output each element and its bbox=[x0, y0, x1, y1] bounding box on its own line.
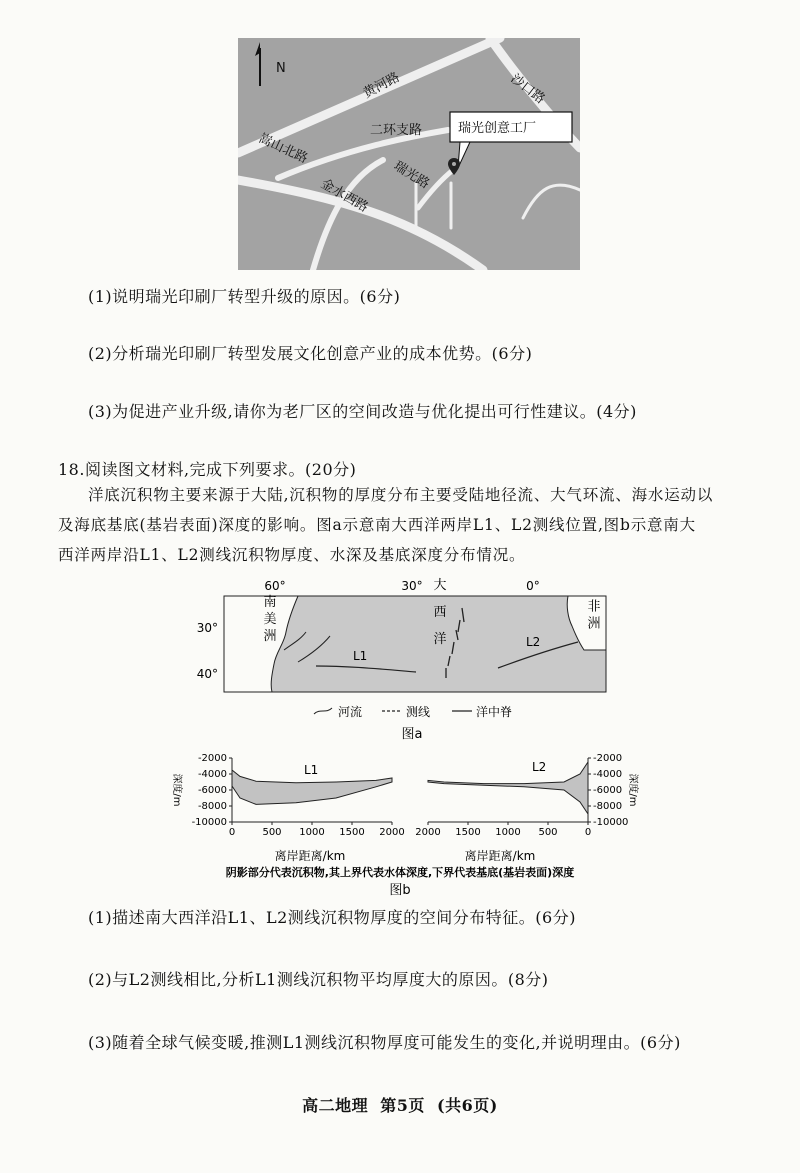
y-tick-label: -6000 bbox=[197, 785, 227, 796]
lat-label: 40° bbox=[196, 667, 218, 681]
l2-sediment-area bbox=[428, 759, 588, 814]
q18-sub1: (1)描述南大西洋沿L1、L2测线沉积物厚度的空间分布特征。(6分) bbox=[88, 908, 576, 927]
x-tick-label: 0 bbox=[584, 827, 592, 838]
y-tick-label: -6000 bbox=[593, 785, 623, 796]
q17-sub1: (1)说明瑞光印刷厂转型升级的原因。(6分) bbox=[88, 287, 401, 306]
legend-river-label: 河流 bbox=[338, 705, 363, 719]
y-tick-label: -10000 bbox=[191, 817, 227, 828]
q18-sub3: (3)随着全球气候变暖,推测L1测线沉积物厚度可能发生的变化,并说明理由。(6分) bbox=[88, 1033, 681, 1052]
south-america-label: 南美洲 bbox=[260, 594, 276, 646]
africa-label: 非洲 bbox=[584, 599, 600, 633]
road-label-jinshui: 金水西路 bbox=[318, 176, 371, 216]
figure-b-note: 阴影部分代表沉积物,其上界代表水体深度,下界代表基底(基岩表面)深度 bbox=[225, 866, 575, 879]
x-tick-label: 1500 bbox=[339, 827, 365, 838]
x-tick-label: 1000 bbox=[299, 827, 325, 838]
page-footer: 高二地理 第5页 (共6页) bbox=[302, 1096, 498, 1115]
x-tick-label: 500 bbox=[262, 827, 282, 838]
north-label: N bbox=[276, 61, 286, 76]
material-line: 西洋两岸沿L1、L2测线沉积物厚度、水深及基底深度分布情况。 bbox=[58, 546, 526, 564]
road-label-songshan: 嵩山北路 bbox=[256, 131, 310, 167]
figure-a-map bbox=[180, 574, 623, 774]
q18-heading: 18.阅读图文材料,完成下列要求。(20分) bbox=[58, 460, 357, 479]
l2-series-label: L2 bbox=[532, 759, 547, 774]
road-label-huanghe: 黄河路 bbox=[360, 69, 403, 102]
l1-label: L1 bbox=[353, 649, 368, 663]
road-label-erhuan: 二环支路 bbox=[370, 123, 423, 138]
y-tick-label: -4000 bbox=[593, 769, 623, 780]
y-tick-label: -4000 bbox=[197, 769, 227, 780]
q18-material bbox=[58, 480, 778, 570]
legend-survey-label: 测线 bbox=[406, 705, 431, 719]
legend bbox=[314, 704, 512, 719]
l1-series-label: L1 bbox=[304, 763, 319, 777]
material-line: 及海底基底(基岩表面)深度的影响。图a示意南大西洋两岸L1、L2测线位置,图b示意南大 bbox=[58, 516, 696, 534]
q18-sub2: (2)与L2测线相比,分析L1测线沉积物平均厚度大的原因。(8分) bbox=[88, 970, 549, 989]
material-line: 洋底沉积物主要来源于大陆,沉积物的厚度分布主要受陆地径流、大气环流、海水运动以 bbox=[88, 486, 714, 504]
x-tick-label: 0 bbox=[228, 827, 236, 838]
factory-label: 瑞光创意工厂 bbox=[458, 121, 537, 136]
lat-label: 30° bbox=[196, 621, 218, 635]
y-axis-label-right: 深度/m bbox=[627, 773, 638, 807]
lon-label: 30° bbox=[401, 579, 423, 593]
q17-sub3: (3)为促进产业升级,请你为老厂区的空间改造与优化提出可行性建议。(4分) bbox=[88, 402, 637, 421]
road-label-shakou: 沙口路 bbox=[507, 71, 548, 108]
figure-a-caption: 图a bbox=[401, 727, 423, 742]
x-tick-label: 500 bbox=[538, 827, 558, 838]
l2-label: L2 bbox=[526, 635, 541, 649]
atlantic-label: 大西洋 bbox=[430, 577, 446, 659]
x-axis-label-right: 离岸距离/km bbox=[464, 849, 536, 863]
y-axis-label-left: 深度/m bbox=[171, 773, 182, 807]
legend-river-icon bbox=[314, 708, 332, 714]
legend-ridge-label: 洋中脊 bbox=[476, 705, 513, 719]
y-tick-label: -8000 bbox=[593, 801, 623, 812]
lon-label: 0° bbox=[526, 579, 540, 593]
lon-label: 60° bbox=[264, 579, 286, 593]
y-tick-label: -2000 bbox=[197, 753, 227, 764]
figure-b-caption: 图b bbox=[389, 883, 411, 898]
figure-b-chart bbox=[160, 748, 640, 900]
x-tick-label: 1000 bbox=[495, 827, 521, 838]
y-tick-label: -2000 bbox=[593, 753, 623, 764]
q17-sub2: (2)分析瑞光印刷厂转型发展文化创意产业的成本优势。(6分) bbox=[88, 344, 533, 363]
x-tick-label: 2000 bbox=[379, 827, 405, 838]
x-tick-label: 2000 bbox=[415, 827, 441, 838]
y-tick-label: -8000 bbox=[197, 801, 227, 812]
road-label-ruiguang: 瑞光路 bbox=[390, 158, 432, 193]
x-tick-label: 1500 bbox=[455, 827, 481, 838]
x-axis-label-left: 离岸距离/km bbox=[274, 849, 346, 863]
street-map bbox=[238, 38, 580, 270]
y-tick-label: -10000 bbox=[593, 817, 629, 828]
